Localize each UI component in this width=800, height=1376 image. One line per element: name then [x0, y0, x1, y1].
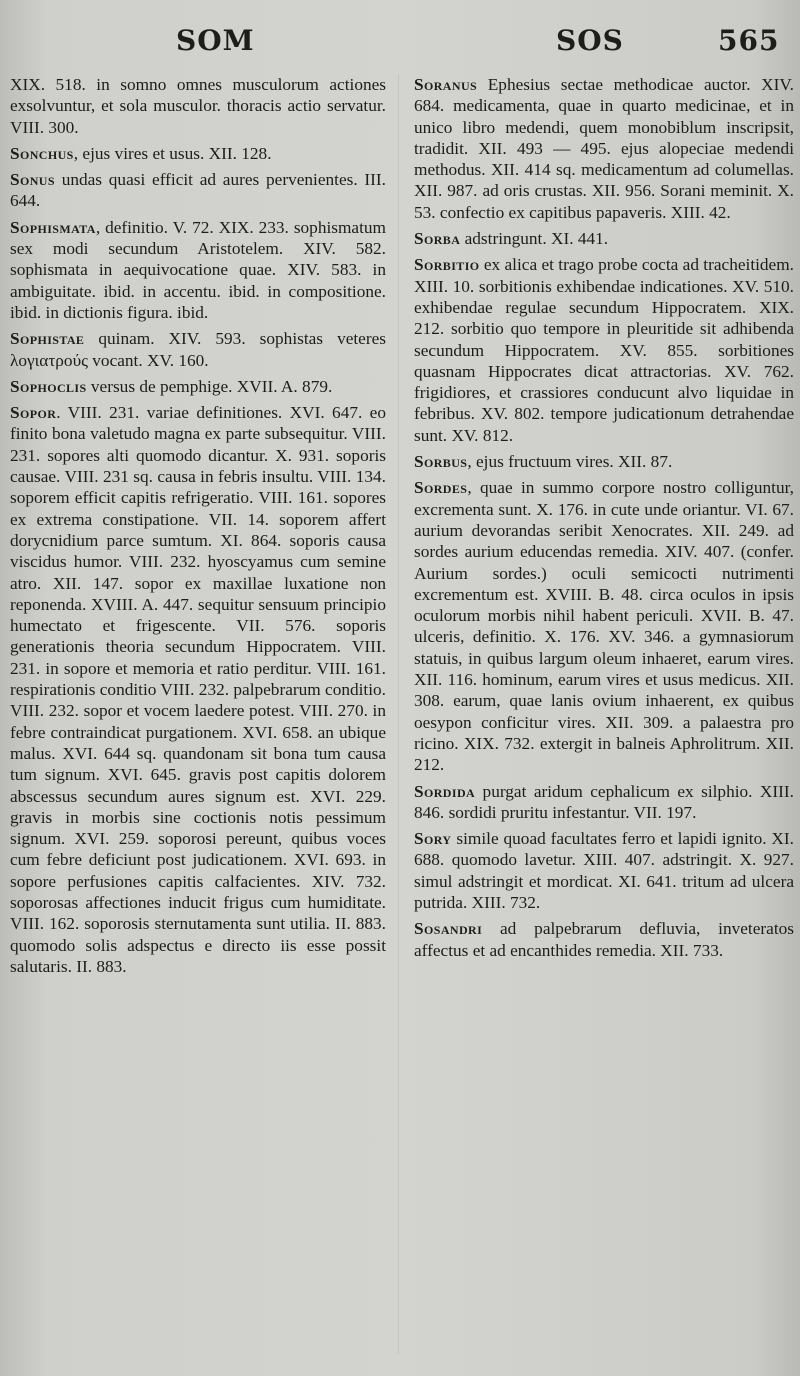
- entry-headword: Sory: [414, 829, 452, 849]
- entry-text: ex alica et trago probe cocta ad tracheitidem. XIII. 10. sorbitionis exhibendae indicationes. XV. 510. exhibendae regulae secundum Hippocratem. XIX. 212. sorbitio quo tempore in pleuritide sit adhibenda secundum Hippocratem. XV. 855. sorbitiones quasnam Hippocrates dicat attractorias. XV. 762. frigidiores, et crassiores conducunt alvo liquidae in febribus. XV. 802. tempore judicationum detrahendae sunt. XV. 812.: [414, 255, 794, 445]
- index-entry: [414, 228, 794, 249]
- index-entry: [10, 169, 386, 212]
- entry-text: . VIII. 231. variae definitiones. XVI. 647. eo finito bona valetudo magna ex parte subsequitur. VIII. 231. sopores alti quomodo dicantur. X. 931. soporis causae. VIII. 231 sq. causa in febris insultu. VIII. 134. soporem efficit capitis refrigeratio. VIII. 161. sopores ex extrema constipatione. VII. 14. soporem affert dorycnidium parce sumtum. XI. 864. soporis causa viscidus humor. VIII. 232. hyoscyamus cum semine atro. XII. 147. sopor ex maxillae luxatione non reponenda. XVIII. A. 447. sequitur sensuum principio humectato et frigescente. VII. 576. soporis generationis theoria secundum Hippocratem. VIII. 231. in sopore et memoria et ratio perditur. VIII. 161. respirationis conditio VIII. 232. palpebrarum conditio. VIII. 232. sopor et vocem laedere potest. VIII. 270. in febre contraindicat purgationem. XVI. 658. an ubique malus. XVI. 644 sq. quandonam sit bona tum causa tum signum. XVI. 645. gravis post capitis dolorem abscessus secundum aures signum est. XVI. 229. gravis in morbis sine coctionis notis pessimum signum. XVI. 259. soporosi pereunt, quibus voces cum febre deficiunt post judicationem. XVI. 693. in sopore perfusiones capitis calfacientes. XIV. 732. soporosas affectiones inducit frigus cum humiditate. VIII. 162. soporosis sternutamenta sunt utilia. II. 883. quomodo solis adspectus e directo iis esse possit salutaris. II. 883.: [10, 403, 386, 976]
- index-entry: [10, 74, 386, 138]
- entry-headword: Sopor: [10, 403, 57, 423]
- entry-headword: Sordida: [414, 781, 476, 801]
- index-entry: [414, 254, 794, 446]
- entry-text: , definitio. V. 72. XIX. 233. sophismatum sex modi secundum Aristotelem. XIV. 582. sophismata in aequivocatione quae. XIV. 583. in ambiguitate. ibid. in accentu. ibid. in compositione. ibid. in dictionis figura. ibid.: [10, 217, 386, 322]
- entry-text: ad palpebrarum defluvia, inveteratos affectus et ad encanthides remedia. XII. 733.: [414, 919, 794, 960]
- page-header: [0, 24, 800, 64]
- entry-text: Ephesius sectae methodicae auctor. XIV. 684. medicamenta, quae in quarto medicinae, et in unico libro medendi, quem monobiblum inscripsit, tradidit. XII. 493 — 495. ejus alopeciae medendi methodus. XII. 414 sq. medicamentum ad columellas. XII. 987. ad oris crustas. XII. 956. Sorani meminit. X. 53. confectio ex capitibus papaveris. XIII. 42.: [414, 75, 794, 222]
- entry-text: versus de pemphige. XVII. A. 879.: [86, 376, 333, 396]
- entry-headword: Sophistae: [10, 329, 85, 349]
- index-entry: [414, 477, 794, 775]
- index-entry: [10, 402, 386, 977]
- index-entry: [414, 918, 794, 961]
- left-column: [10, 74, 386, 982]
- page-number: 565: [718, 24, 780, 57]
- entry-text: purgat aridum cephalicum ex silphio. XIII. 846. sordidi pruritu infestantur. VII. 197.: [414, 781, 794, 822]
- entry-text: undas quasi efficit ad aures pervenientes. III. 644.: [10, 170, 386, 211]
- entry-headword: Sosandri: [414, 919, 483, 939]
- entry-headword: Sorba: [414, 229, 461, 249]
- index-entry: [10, 217, 386, 323]
- entry-text: adstringunt. XI. 441.: [460, 229, 609, 249]
- entry-text: simile quoad facultates ferro et lapidi ignito. XI. 688. quomodo lavetur. XIII. 407. adstringit. X. 927. simul adstringit et mordicat. XI. 641. tritum ad ulcera putrida. XIII. 732.: [414, 829, 794, 912]
- entry-headword: Sonus: [10, 170, 55, 190]
- entry-text: quinam. XIV. 593. sophistas veteres λογιατρούς vocant. XV. 160.: [10, 329, 386, 370]
- entry-headword: Sordes: [414, 478, 468, 498]
- index-entry: [414, 828, 794, 913]
- entry-headword: Sophoclis: [10, 376, 87, 396]
- entry-text: , quae in summo corpore nostro colliguntur, excrementa sunt. X. 176. in cute unde oriantur. VI. 67. aurium devorandas seribit Xenocrates. XII. 249. ad sordes aurium educendas remedia. XIV. 407. (confer. Aurium sordes.) oculi semicocti nutrimenti excrementum est. XVIII. B. 48. circa oculos in ipsis oculorum morbis nihil habent periculi. XVII. B. 47. ulceris, definitio. X. 176. XV. 346. a gymnasiorum statuis, in quibus largum oleum inhaeret, earum vires. XII. 116. hominum, earum vires et usus medicus. XII. 308. earum, quae lanis ovium inhaerent, ex quibus oesypon conficitur vires. XII. 309. a palaestra pro ricino. XIX. 732. extergit in balneis Aphrolitrum. XII. 212.: [414, 478, 794, 775]
- header-left-keyword: SOM: [176, 24, 255, 57]
- entry-text: , ejus vires et usus. XII. 128.: [73, 143, 272, 163]
- entry-headword: Sonchus: [10, 143, 74, 163]
- index-entry: [10, 328, 386, 371]
- index-entry: [414, 781, 794, 824]
- index-entry: [414, 451, 794, 472]
- entry-headword: Sophismata: [10, 217, 96, 237]
- entry-headword: Soranus: [414, 75, 478, 94]
- column-gutter: [398, 74, 399, 1354]
- entry-headword: Sorbus: [414, 452, 468, 472]
- right-column: [414, 74, 794, 966]
- header-right-keyword: SOS: [556, 24, 624, 57]
- entry-headword: Sorbitio: [414, 255, 480, 275]
- index-entry: [10, 376, 386, 397]
- index-entry: [414, 74, 794, 223]
- entry-text: , ejus fructuum vires. XII. 87.: [467, 452, 673, 472]
- entry-text: XIX. 518. in somno omnes musculorum actiones exsolvuntur, et sola musculor. thoracis actio servatur. VIII. 300.: [10, 75, 386, 137]
- index-entry: [10, 143, 386, 164]
